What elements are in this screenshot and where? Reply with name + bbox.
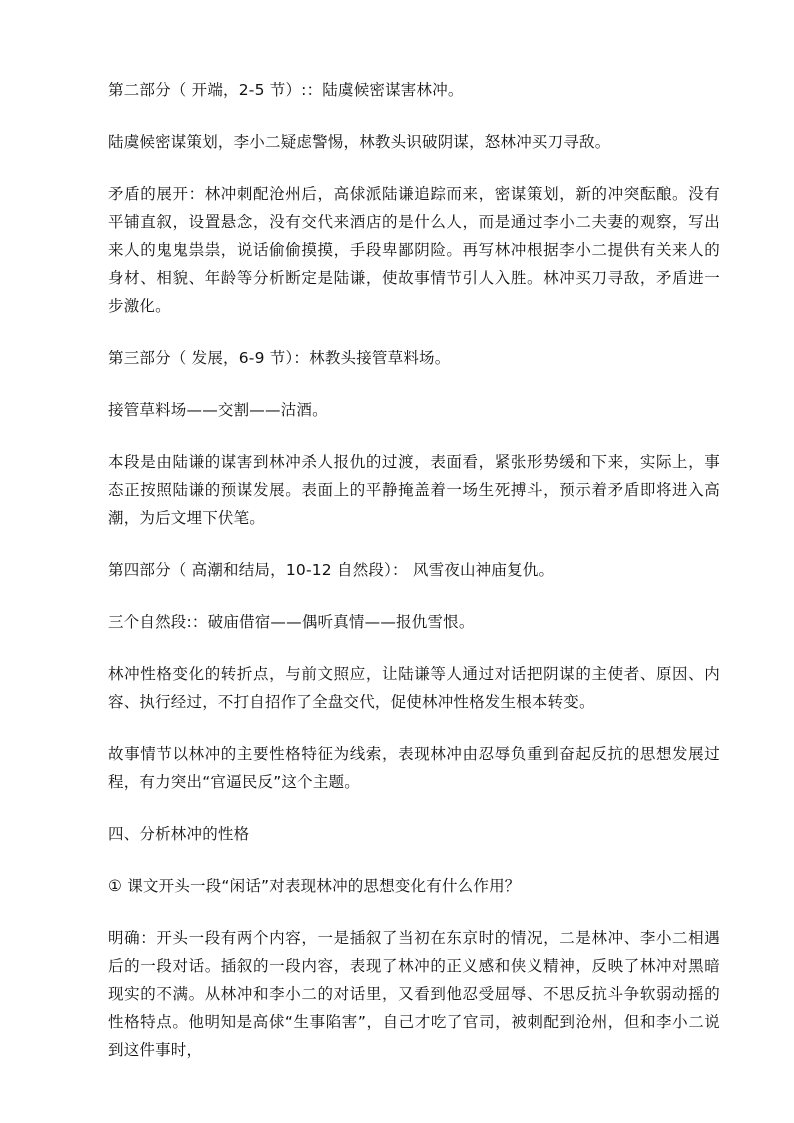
part-three-summary: 接管草料场——交割——沽酒。: [108, 401, 328, 419]
answer-paragraph: 明确：开头一段有两个内容，一是插叙了当初在东京时的情况，二是林冲、李小二相遇后的一段对话。插叙的一段内容，表现了林冲的正义感和侠义精神，反映了林冲对黑暗现实的不满。从林冲和李小二的对话里，又看到他忍受屈辱、不思反抗斗争软弱动摇的性格特点。他明知是高俅“生事陷害”，自己才吃了官司，被刺配到沧州，但和李小二说到这件事时，: [108, 929, 720, 1059]
part-three-heading: 第三部分（ 发展，6-9 节）：林教头接管草料场。: [108, 349, 451, 367]
turning-point-paragraph: 林冲性格变化的转折点，与前文照应，让陆谦等人通过对话把阴谋的主使者、原因、内容、执行经过，不打自招作了全盘交代，促使林冲性格发生根本转变。: [108, 665, 720, 711]
conflict-development-paragraph: 矛盾的展开：林冲刺配沧州后，高俅派陆谦追踪而来，密谋策划，新的冲突酝酿。没有平铺直叙，设置悬念，没有交代来酒店的是什么人，而是通过李小二夫妻的观察，写出来人的鬼鬼祟祟，说话偷偷摸摸，手段卑鄙阴险。再写林冲根据李小二提供有关来人的身材、相貌、年龄等分析断定是陆谦，使故事情节引人入胜。林冲买刀寻敌，矛盾进一步激化。: [108, 185, 720, 315]
question-one: ① 课文开头一段“闲话”对表现林冲的思想变化有什么作用？: [108, 877, 521, 895]
part-four-summary: 三个自然段:：破庙借宿——偶听真情——报仇雪恨。: [108, 613, 475, 631]
part-two-heading: 第二部分（ 开端，2-5 节）:：陆虞候密谋害林冲。: [108, 81, 464, 99]
part-four-heading: 第四部分（ 高潮和结局，10-12 自然段）： 风雪夜山神庙复仇。: [108, 561, 555, 579]
section-four-heading: 四、分析林冲的性格: [108, 825, 250, 843]
theme-paragraph: 故事情节以林冲的主要性格特征为线索，表现林冲由忍辱负重到奋起反抗的思想发展过程，有力突出“官逼民反”这个主题。: [108, 745, 720, 791]
part-two-summary: 陆虞候密谋策划，李小二疑虑警惕，林教头识破阴谋，怒林冲买刀寻敌。: [108, 133, 611, 151]
transition-paragraph: 本段是由陆谦的谋害到林冲杀人报仇的过渡，表面看，紧张形势缓和下来，实际上，事态正按照陆谦的预谋发展。表面上的平静掩盖着一场生死搏斗，预示着矛盾即将进入高潮，为后文埋下伏笔。: [108, 453, 720, 527]
document-body: [108, 76, 720, 1088]
